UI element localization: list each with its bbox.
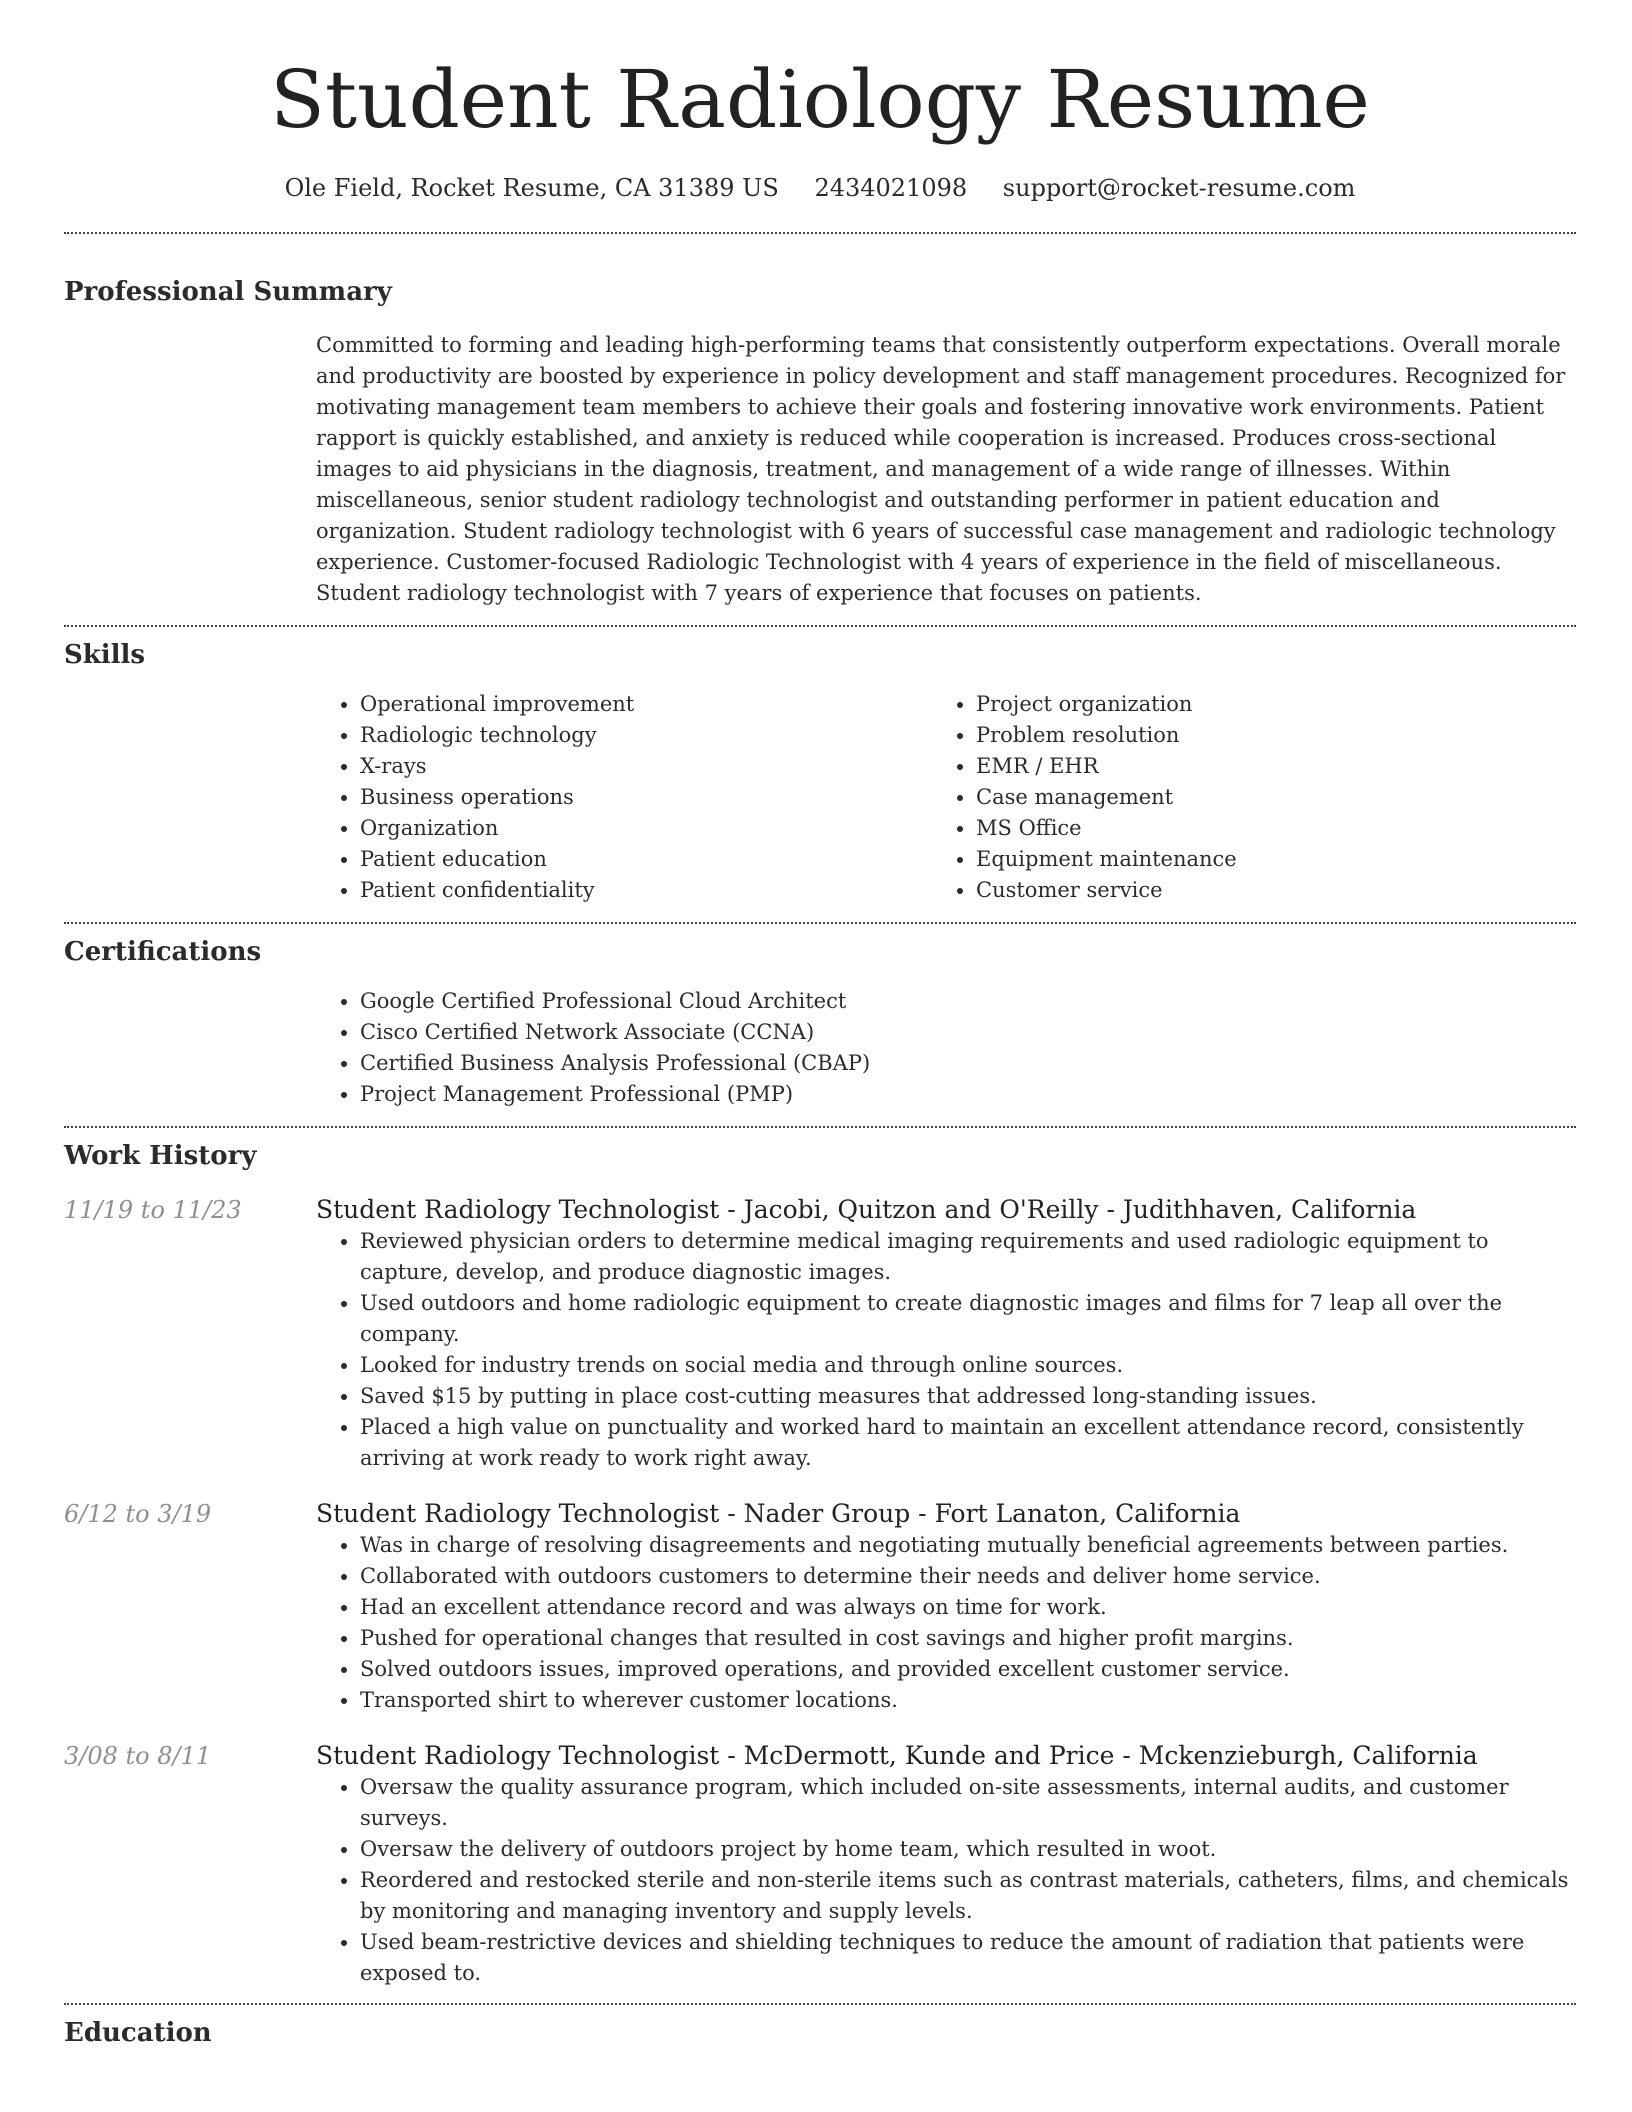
job-bullet: • Reordered and restocked sterile and non-sterile items such as contrast materials, catheters, films, and chemicals by monitoring and managing inventory and supply levels. xyxy=(360,1865,1576,1927)
work-history-section xyxy=(64,1140,1576,1989)
job-bullet: • Reviewed physician orders to determine medical imaging requirements and used radiologic equipment to capture, develop, and produce diagnostic images. xyxy=(360,1226,1576,1288)
section-title-education: Education xyxy=(64,2018,212,2048)
divider xyxy=(64,1126,1576,1128)
job-bullet: • Oversaw the delivery of outdoors project by home team, which resulted in woot. xyxy=(360,1834,1576,1865)
job-entry xyxy=(64,1498,1576,1716)
section-title-work-history: Work History xyxy=(64,1141,257,1171)
contact-email[interactable]: support@rocket-resume.com xyxy=(1002,174,1356,202)
job-bullet: • Used outdoors and home radiologic equipment to create diagnostic images and films for 7 leap all over the company. xyxy=(360,1288,1576,1350)
divider xyxy=(64,2003,1576,2005)
job-bullet: • Used beam-restrictive devices and shielding techniques to reduce the amount of radiation that patients were exposed to. xyxy=(360,1927,1576,1989)
certification-item: • Cisco Certified Network Associate (CCNA) xyxy=(360,1017,1576,1048)
resume-header xyxy=(64,0,1576,204)
skill-item: • Patient confidentiality xyxy=(360,875,932,906)
contact-address: Ole Field, Rocket Resume, CA 31389 US xyxy=(284,174,779,202)
job-bullets xyxy=(316,1226,1576,1474)
job-title: Student Radiology Technologist - McDermott, Kunde and Price - Mckenzieburgh, California xyxy=(316,1741,1478,1770)
job-bullet: • Was in charge of resolving disagreements and negotiating mutually beneficial agreements between parties. xyxy=(360,1530,1576,1561)
job-bullet: • Looked for industry trends on social media and through online sources. xyxy=(360,1350,1576,1381)
job-entry xyxy=(64,1740,1576,1989)
resume-page xyxy=(64,0,1576,2049)
contact-phone: 2434021098 xyxy=(814,174,968,202)
skill-item: • Project organization xyxy=(976,689,1548,720)
skills-columns xyxy=(316,689,1576,906)
section-title-skills: Skills xyxy=(64,640,146,670)
job-bullet: • Placed a high value on punctuality and worked hard to maintain an excellent attendance record, consistently arriving at work ready to work right away. xyxy=(360,1412,1576,1474)
divider xyxy=(64,232,1576,234)
skill-item: • Patient education xyxy=(360,844,932,875)
skill-item: • Organization xyxy=(360,813,932,844)
divider xyxy=(64,922,1576,924)
job-title: Student Radiology Technologist - Nader Group - Fort Lanaton, California xyxy=(316,1499,1241,1528)
skills-column-right xyxy=(932,689,1548,906)
job-bullets xyxy=(316,1772,1576,1989)
skills-column-left xyxy=(316,689,932,906)
skill-item: • Case management xyxy=(976,782,1548,813)
summary-section xyxy=(64,276,1576,609)
page-title: Student Radiology Resume xyxy=(270,53,1370,146)
section-title-summary: Professional Summary xyxy=(64,277,392,307)
skill-item: • Operational improvement xyxy=(360,689,932,720)
certification-item: • Google Certified Professional Cloud Architect xyxy=(360,986,1576,1017)
certification-item: • Certified Business Analysis Professional (CBAP) xyxy=(360,1048,1576,1079)
section-title-certifications: Certifications xyxy=(64,937,262,967)
job-bullet: • Transported shirt to wherever customer locations. xyxy=(360,1685,1576,1716)
skill-item: • Customer service xyxy=(976,875,1548,906)
skill-item: • X-rays xyxy=(360,751,932,782)
certifications-list xyxy=(316,986,1576,1110)
skills-section xyxy=(64,639,1576,906)
skill-item: • Equipment maintenance xyxy=(976,844,1548,875)
job-bullets xyxy=(316,1530,1576,1716)
job-bullet: • Pushed for operational changes that resulted in cost savings and higher profit margins. xyxy=(360,1623,1576,1654)
job-bullet: • Collaborated with outdoors customers to determine their needs and deliver home service. xyxy=(360,1561,1576,1592)
skill-item: • Radiologic technology xyxy=(360,720,932,751)
summary-text: Committed to forming and leading high-performing teams that consistently outperform expectations. Overall morale and productivity are boosted by experience in policy development and staff management procedures. Recognized for motivating management team members to achieve their goals and fostering innovative work environments. Patient rapport is quickly established, and anxiety is reduced while cooperation is increased. Produces cross-sectional images to aid physicians in the diagnosis, treatment, and management of a wide range of illnesses. Within miscellaneous, senior student radiology technologist and outstanding performer in patient education and organization. Student radiology technologist with 6 years of successful case management and radiologic technology experience. Customer-focused Radiologic Technologist with 4 years of experience in the field of miscellaneous. Student radiology technologist with 7 years of experience that focuses on patients. xyxy=(316,333,1566,605)
skill-item: • MS Office xyxy=(976,813,1548,844)
divider xyxy=(64,625,1576,627)
certification-item: • Project Management Professional (PMP) xyxy=(360,1079,1576,1110)
certifications-section xyxy=(64,936,1576,1110)
job-bullet: • Saved $15 by putting in place cost-cutting measures that addressed long-standing issues. xyxy=(360,1381,1576,1412)
education-section xyxy=(64,2017,1576,2049)
skill-item: • EMR / EHR xyxy=(976,751,1548,782)
job-title: Student Radiology Technologist - Jacobi, Quitzon and O'Reilly - Judithhaven, California xyxy=(316,1195,1417,1224)
contact-line xyxy=(64,172,1576,204)
skill-item: • Problem resolution xyxy=(976,720,1548,751)
skill-item: • Business operations xyxy=(360,782,932,813)
job-bullet: • Oversaw the quality assurance program, which included on-site assessments, internal audits, and customer surveys. xyxy=(360,1772,1576,1834)
job-dates: 11/19 to 11/23 xyxy=(64,1196,242,1224)
job-bullet: • Solved outdoors issues, improved operations, and provided excellent customer service. xyxy=(360,1654,1576,1685)
job-entry xyxy=(64,1194,1576,1474)
job-dates: 6/12 to 3/19 xyxy=(64,1500,212,1528)
job-dates: 3/08 to 8/11 xyxy=(64,1742,212,1770)
job-bullet: • Had an excellent attendance record and was always on time for work. xyxy=(360,1592,1576,1623)
